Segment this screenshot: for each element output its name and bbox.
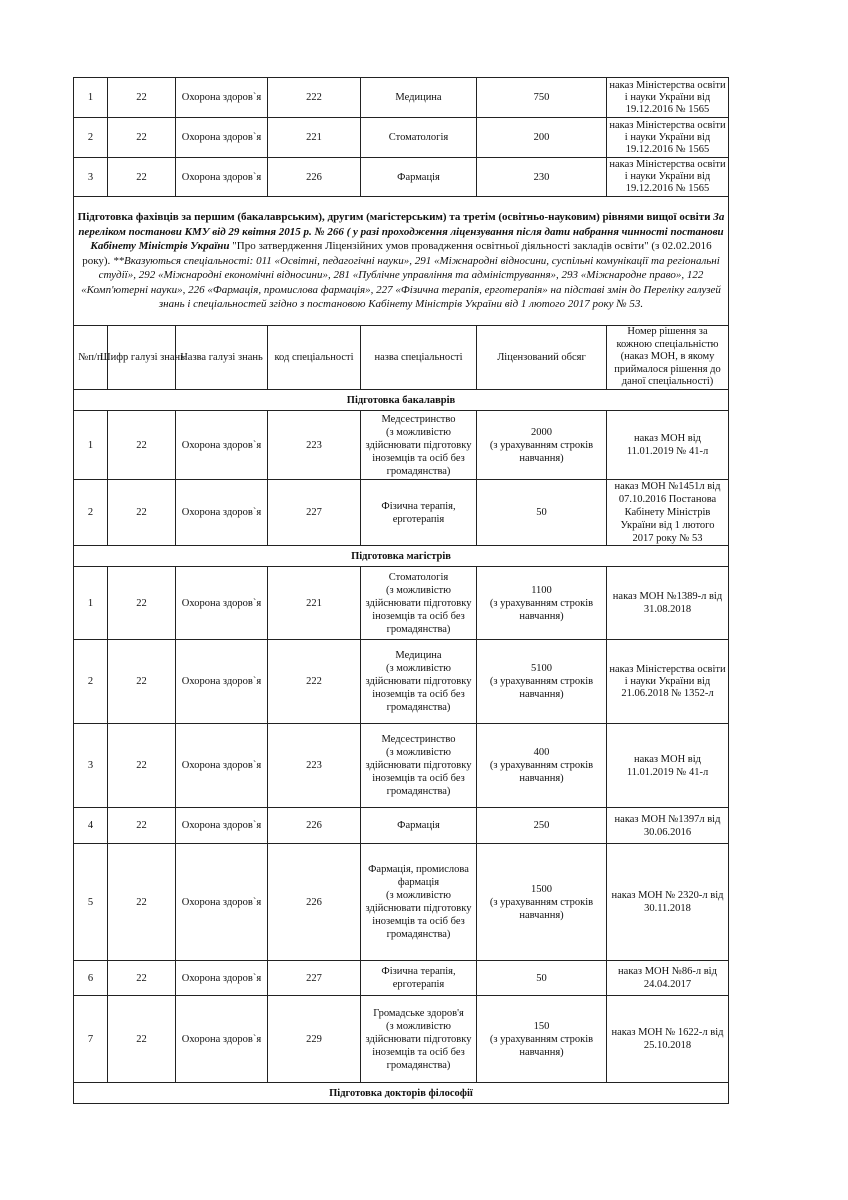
field-code: 22 [108, 411, 176, 480]
row-number: 1 [74, 78, 108, 118]
licensed-volume: 150 (з урахуванням строків навчання) [477, 996, 607, 1083]
intro-bold: Підготовка фахівців за першим (бакалаврським), другим (магістерським) та третім (освітньо-науковим) рівнями вищої освіти [77, 211, 711, 224]
decision: наказ Міністерства освіти і науки України від 21.06.2018 № 1352-л [607, 640, 729, 724]
decision: наказ Міністерства освіти і науки України від 19.12.2016 № 1565 [607, 158, 729, 197]
row-number: 4 [74, 808, 108, 844]
specialty-code: 223 [268, 411, 361, 480]
licensed-volume: 1500 (з урахуванням строків навчання) [477, 844, 607, 961]
header-field-code: Шифр галузі знань [108, 326, 176, 390]
table-row [74, 411, 729, 480]
table-row [74, 808, 729, 844]
specialty-name: Фармація [361, 158, 477, 197]
licensed-volume: 5100 (з урахуванням строків навчання) [477, 640, 607, 724]
intro-regular: "Про затвердження Ліцензійних умов провадження освітньої діяльності закладів освіти" (з 02.02.2016 року). [82, 240, 712, 267]
specialty-name: Стоматологія [361, 118, 477, 158]
field-name: Охорона здоров`я [176, 567, 268, 640]
field-code: 22 [108, 78, 176, 118]
licensed-volume: 400 (з урахуванням строків навчання) [477, 724, 607, 808]
specialty-code: 226 [268, 158, 361, 197]
field-code: 22 [108, 480, 176, 546]
row-number: 1 [74, 567, 108, 640]
specialty-name: Медсестринство (з можливістю здійснювати підготовку іноземців та осіб без громадянства) [361, 411, 477, 480]
decision: наказ МОН №1451л від 07.10.2016 Постанова Кабінету Міністрів України від 1 лютого 2017 року № 53 [607, 480, 729, 546]
row-number: 2 [74, 480, 108, 546]
field-name: Охорона здоров`я [176, 640, 268, 724]
decision: наказ МОН №86-л від 24.04.2017 [607, 961, 729, 996]
field-name: Охорона здоров`я [176, 411, 268, 480]
table-row [74, 480, 729, 546]
specialty-code: 226 [268, 808, 361, 844]
specialty-code: 229 [268, 996, 361, 1083]
decision: наказ Міністерства освіти і науки України від 19.12.2016 № 1565 [607, 118, 729, 158]
intro-bold-italic: За переліком постанови КМУ від 29 квітня 2015 р. № 266 ( у разі проходження ліцензування після дати набрання чинності постанови Кабінету Міністрів України [78, 211, 725, 253]
specialty-code: 227 [268, 961, 361, 996]
table-row [74, 78, 729, 118]
field-name: Охорона здоров`я [176, 158, 268, 197]
header-spec-code: код спеціальності [268, 326, 361, 390]
decision: наказ МОН від 11.01.2019 № 41-л [607, 724, 729, 808]
specialty-code: 227 [268, 480, 361, 546]
section-phd [74, 1083, 729, 1104]
field-name: Охорона здоров`я [176, 118, 268, 158]
decision: наказ МОН №1397л від 30.06.2016 [607, 808, 729, 844]
section-bachelor [74, 390, 729, 411]
licensed-volume: 50 [477, 480, 607, 546]
field-name: Охорона здоров`я [176, 480, 268, 546]
field-code: 22 [108, 961, 176, 996]
column-header-row [74, 326, 729, 390]
row-number: 2 [74, 118, 108, 158]
specialty-name: Фізична терапія, ерготерапія [361, 961, 477, 996]
specialty-name: Медицина [361, 78, 477, 118]
decision: наказ МОН № 2320-л від 30.11.2018 [607, 844, 729, 961]
row-number: 3 [74, 724, 108, 808]
field-code: 22 [108, 567, 176, 640]
section-title: Підготовка магістрів [74, 546, 729, 567]
table-row [74, 724, 729, 808]
specialty-name: Фізична терапія, ерготерапія [361, 480, 477, 546]
header-field-name: Назва галузі знань [176, 326, 268, 390]
field-code: 22 [108, 996, 176, 1083]
licensed-volume: 1100 (з урахуванням строків навчання) [477, 567, 607, 640]
row-number: 7 [74, 996, 108, 1083]
row-number: 3 [74, 158, 108, 197]
table-row [74, 996, 729, 1083]
field-code: 22 [108, 844, 176, 961]
field-code: 22 [108, 724, 176, 808]
licensed-volume: 250 [477, 808, 607, 844]
specialty-name: Стоматологія (з можливістю здійснювати підготовку іноземців та осіб без громадянства) [361, 567, 477, 640]
intro-text [74, 197, 729, 326]
field-code: 22 [108, 158, 176, 197]
intro-italic: **Вказуються спеціальності: 011 «Освітні, педагогічні науки», 291 «Міжнародні відносини, суспільні комунікації та регіональні студії», 292 «Міжнародні економічні відносини», 281 «Публічне управління та адміністрування», 293 «Міжнародне право», 122 «Комп'ютерні науки», 226 «Фармація, промислова фармація», 227 «Фізична терапія, ерготерапія» на підставі змін до Переліку галузей знань і спеціальностей згідно з постановою Кабінету Міністрів України від 1 лютого 2017 року № 53. [81, 254, 721, 311]
specialty-name: Медсестринство (з можливістю здійснювати підготовку іноземців та осіб без громадянства) [361, 724, 477, 808]
licensed-volume: 50 [477, 961, 607, 996]
specialty-code: 222 [268, 78, 361, 118]
field-code: 22 [108, 640, 176, 724]
field-name: Охорона здоров`я [176, 808, 268, 844]
specialty-name: Фармація, промислова фармація (з можливістю здійснювати підготовку іноземців та осіб без громадянства) [361, 844, 477, 961]
field-name: Охорона здоров`я [176, 78, 268, 118]
header-volume: Ліцензований обсяг [477, 326, 607, 390]
table-row [74, 118, 729, 158]
section-title: Підготовка бакалаврів [74, 390, 729, 411]
decision: наказ МОН №1389-л від 31.08.2018 [607, 567, 729, 640]
row-number: 6 [74, 961, 108, 996]
table-row [74, 567, 729, 640]
header-spec-name: назва спеціальності [361, 326, 477, 390]
specialty-code: 221 [268, 118, 361, 158]
specialty-name: Фармація [361, 808, 477, 844]
table-row [74, 158, 729, 197]
specialty-code: 222 [268, 640, 361, 724]
licensed-volume: 230 [477, 158, 607, 197]
field-name: Охорона здоров`я [176, 996, 268, 1083]
table-row [74, 640, 729, 724]
specialty-code: 226 [268, 844, 361, 961]
row-number: 1 [74, 411, 108, 480]
specialty-name: Медицина (з можливістю здійснювати підготовку іноземців та осіб без громадянства) [361, 640, 477, 724]
specialty-code: 223 [268, 724, 361, 808]
table-row [74, 961, 729, 996]
row-number: 2 [74, 640, 108, 724]
licensed-volume: 2000 (з урахуванням строків навчання) [477, 411, 607, 480]
field-name: Охорона здоров`я [176, 844, 268, 961]
section-title: Підготовка докторів філософії [74, 1083, 729, 1104]
field-code: 22 [108, 118, 176, 158]
licensed-volume: 200 [477, 118, 607, 158]
section-master [74, 546, 729, 567]
decision: наказ МОН № 1622-л від 25.10.2018 [607, 996, 729, 1083]
field-name: Охорона здоров`я [176, 961, 268, 996]
specialty-name: Громадське здоров'я (з можливістю здійснювати підготовку іноземців та осіб без громадянства) [361, 996, 477, 1083]
header-num: №п/п [74, 326, 108, 390]
field-name: Охорона здоров`я [176, 724, 268, 808]
table-row [74, 844, 729, 961]
decision: наказ Міністерства освіти і науки України від 19.12.2016 № 1565 [607, 78, 729, 118]
row-number: 5 [74, 844, 108, 961]
field-code: 22 [108, 808, 176, 844]
specialty-code: 221 [268, 567, 361, 640]
decision: наказ МОН від 11.01.2019 № 41-л [607, 411, 729, 480]
intro-row [74, 197, 729, 326]
licensed-volume: 750 [477, 78, 607, 118]
license-table [73, 77, 729, 1104]
header-decision: Номер рішення за кожною спеціальністю (наказ МОН, в якому приймалося рішення до даної спеціальності) [607, 326, 729, 390]
